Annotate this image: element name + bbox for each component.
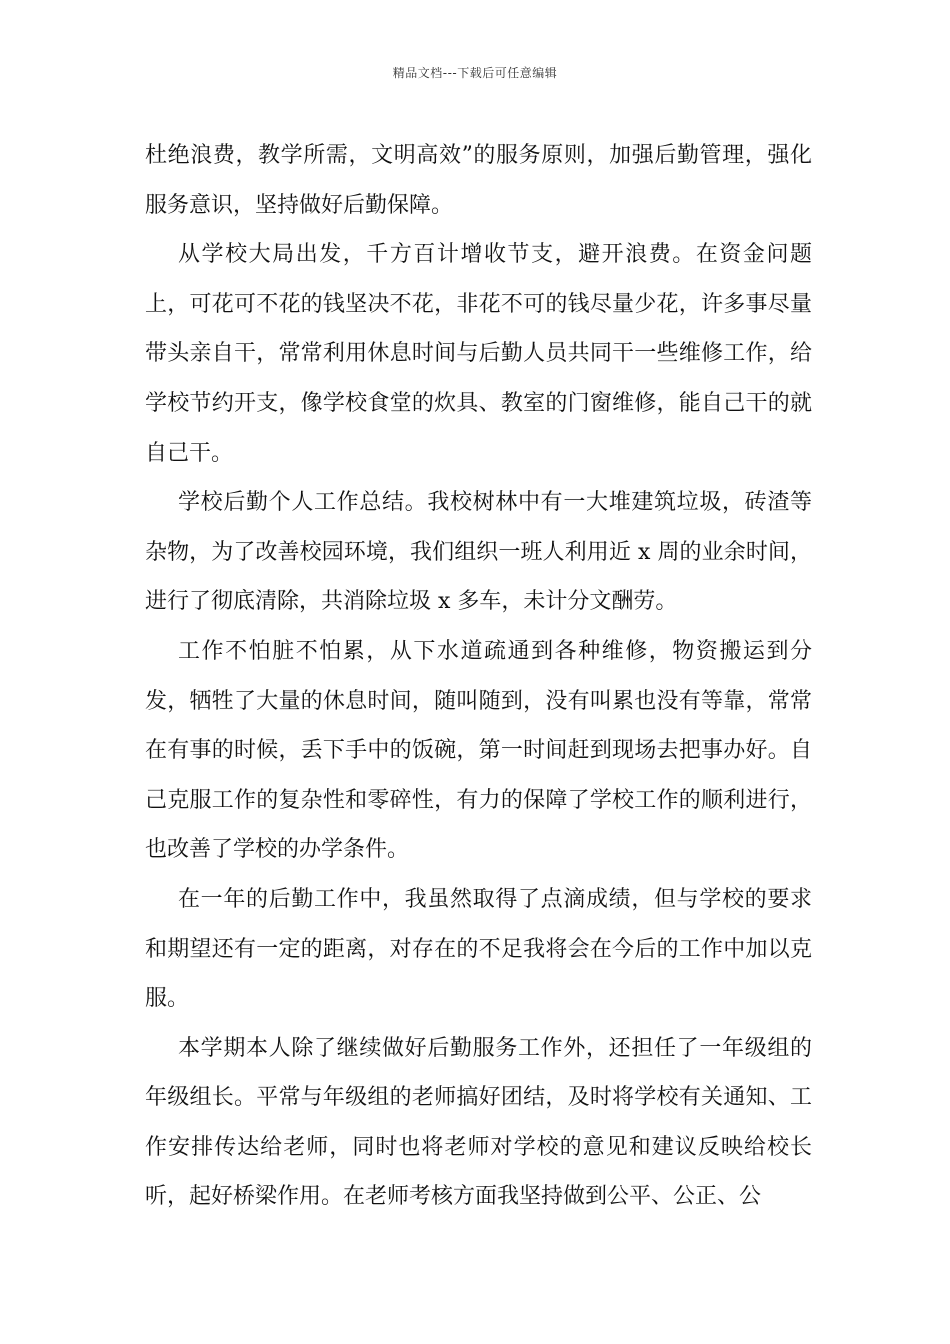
paragraph: 本学期本人除了继续做好后勤服务工作外，还担任了一年级组的年级组长。平常与年级组的老师搞好团结，及时将学校有关通知、工作安排传达给老师，同时也将老师对学校的意见和建议反映给校长听，起好桥梁作用。在老师考核方面我坚持做到公平、公正、公 bbox=[145, 1035, 812, 1210]
paragraph: 工作不怕脏不怕累，从下水道疏通到各种维修，物资搬运到分发，牺牲了大量的休息时间，随叫随到，没有叫累也没有等靠，常常在有事的时候，丢下手中的饭碗，第一时间赶到现场去把事办好。自己克服工作的复杂性和零碎性，有力的保障了学校工作的顺利进行，也改善了学校的办学条件。 bbox=[145, 638, 812, 863]
paragraph: 在一年的后勤工作中，我虽然取得了点滴成绩，但与学校的要求和期望还有一定的距离，对存在的不足我将会在今后的工作中加以克服。 bbox=[145, 886, 812, 1012]
document-body bbox=[145, 131, 812, 1222]
paragraph: 从学校大局出发，千方百计增收节支，避开浪费。在资金问题上，可花可不花的钱坚决不花，非花不可的钱尽量少花，许多事尽量带头亲自干，常常利用休息时间与后勤人员共同干一些维修工作，给学校节约开支，像学校食堂的炊具、教室的门窗维修，能自己干的就自己干。 bbox=[145, 242, 812, 466]
paragraph: 学校后勤个人工作总结。我校树林中有一大堆建筑垃圾，砖渣等杂物，为了改善校园环境，我们组织一班人利用近 x 周的业余时间，进行了彻底清除，共消除垃圾 x 多车，未计分文酬劳。 bbox=[145, 490, 812, 615]
paragraph: 杜绝浪费，教学所需，文明高效”的服务原则，加强后勤管理，强化服务意识，坚持做好后勤保障。 bbox=[145, 143, 812, 218]
page-header: 精品文档---下载后可任意编辑 bbox=[392, 66, 558, 80]
